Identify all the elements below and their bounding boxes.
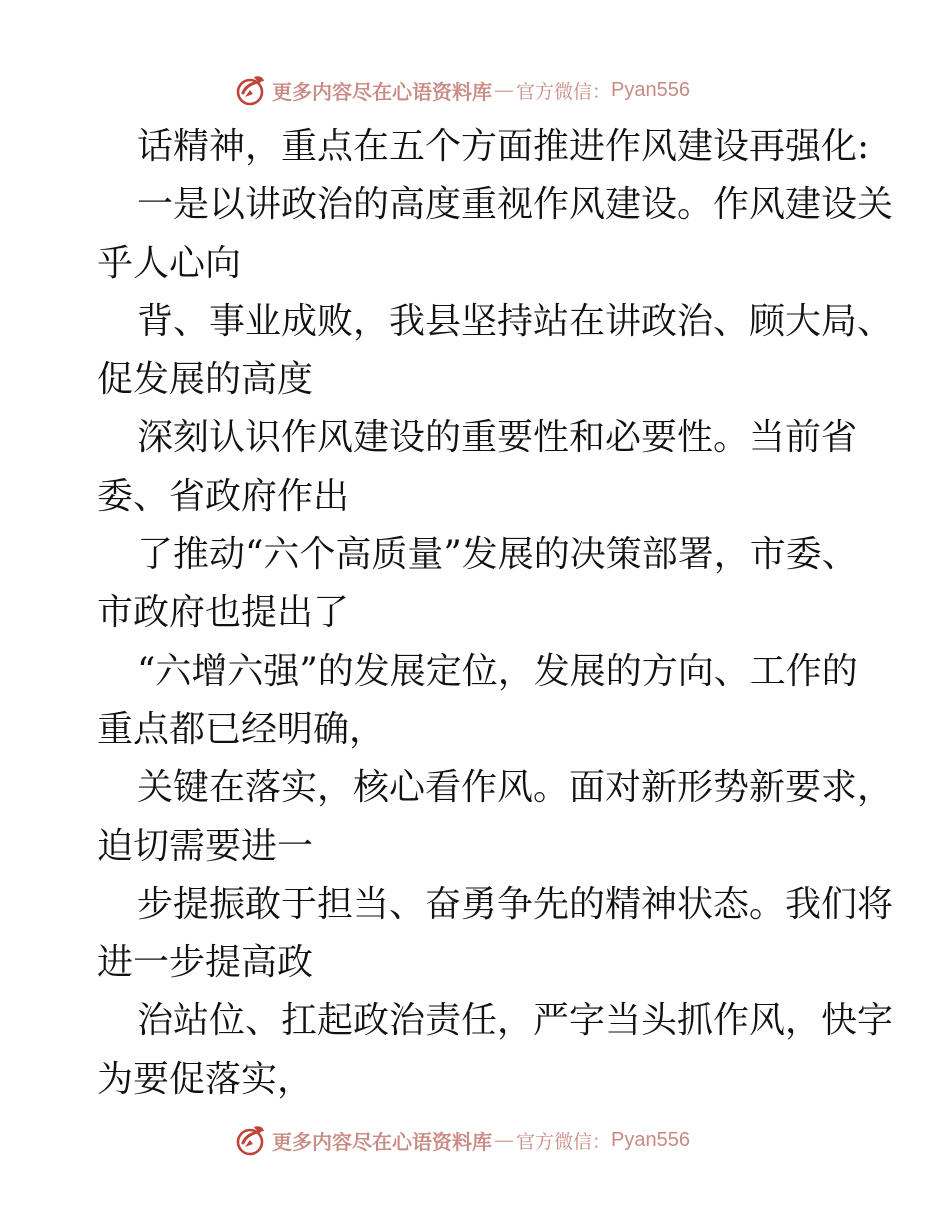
body-text-line: “六增六强”的发展定位，发展的方向、工作的 — [137, 650, 858, 692]
body-text-line: 了推动“六个高质量”发展的决策部署，市委、 — [137, 534, 858, 576]
watermark-brand-text: 更多内容尽在心语资料库 — [272, 79, 492, 104]
body-text-line: 治站位、扛起政治责任，严字当头抓作风，快字 — [137, 1000, 894, 1042]
red-apple-leaf-logo-icon — [234, 73, 268, 107]
red-apple-leaf-logo-icon — [234, 1123, 268, 1157]
watermark-separator: — — [494, 1128, 514, 1152]
body-text-line: 背、事业成败，我县坚持站在讲政治、顾大局、 — [137, 300, 894, 342]
body-text-line: 重点都已经明确， — [97, 708, 386, 750]
watermark-wechat-id: Pyan556 — [611, 78, 690, 101]
watermark-separator: — — [494, 78, 514, 102]
body-text-line: 促发展的高度 — [97, 359, 314, 401]
watermark-wechat-label: 官方微信： — [516, 80, 612, 103]
body-text-line: 乎人心向 — [97, 242, 242, 284]
footer-watermark — [234, 1120, 690, 1160]
body-text-line: 市政府也提出了 — [97, 592, 350, 634]
watermark-wechat-label: 官方微信： — [516, 1130, 612, 1153]
body-text-line: 迫切需要进一 — [97, 825, 314, 867]
body-text-line: 委、省政府作出 — [97, 475, 350, 517]
body-text-line: 进一步提高政 — [97, 942, 314, 984]
body-text-line: 一是以讲政治的高度重视作风建设。作风建设关 — [137, 184, 894, 226]
body-text-line: 为要促落实， — [97, 1058, 314, 1100]
document-body — [97, 118, 894, 1109]
watermark-wechat-id: Pyan556 — [611, 1128, 690, 1151]
header-watermark — [234, 70, 690, 110]
body-text-line: 深刻认识作风建设的重要性和必要性。当前省 — [137, 417, 858, 459]
body-text-line: 关键在落实，核心看作风。面对新形势新要求， — [137, 767, 894, 809]
body-text-line: 步提振敢于担当、奋勇争先的精神状态。我们将 — [137, 883, 894, 925]
body-text-line: 话精神，重点在五个方面推进作风建设再强化: — [137, 126, 870, 167]
watermark-brand-text: 更多内容尽在心语资料库 — [272, 1129, 492, 1154]
